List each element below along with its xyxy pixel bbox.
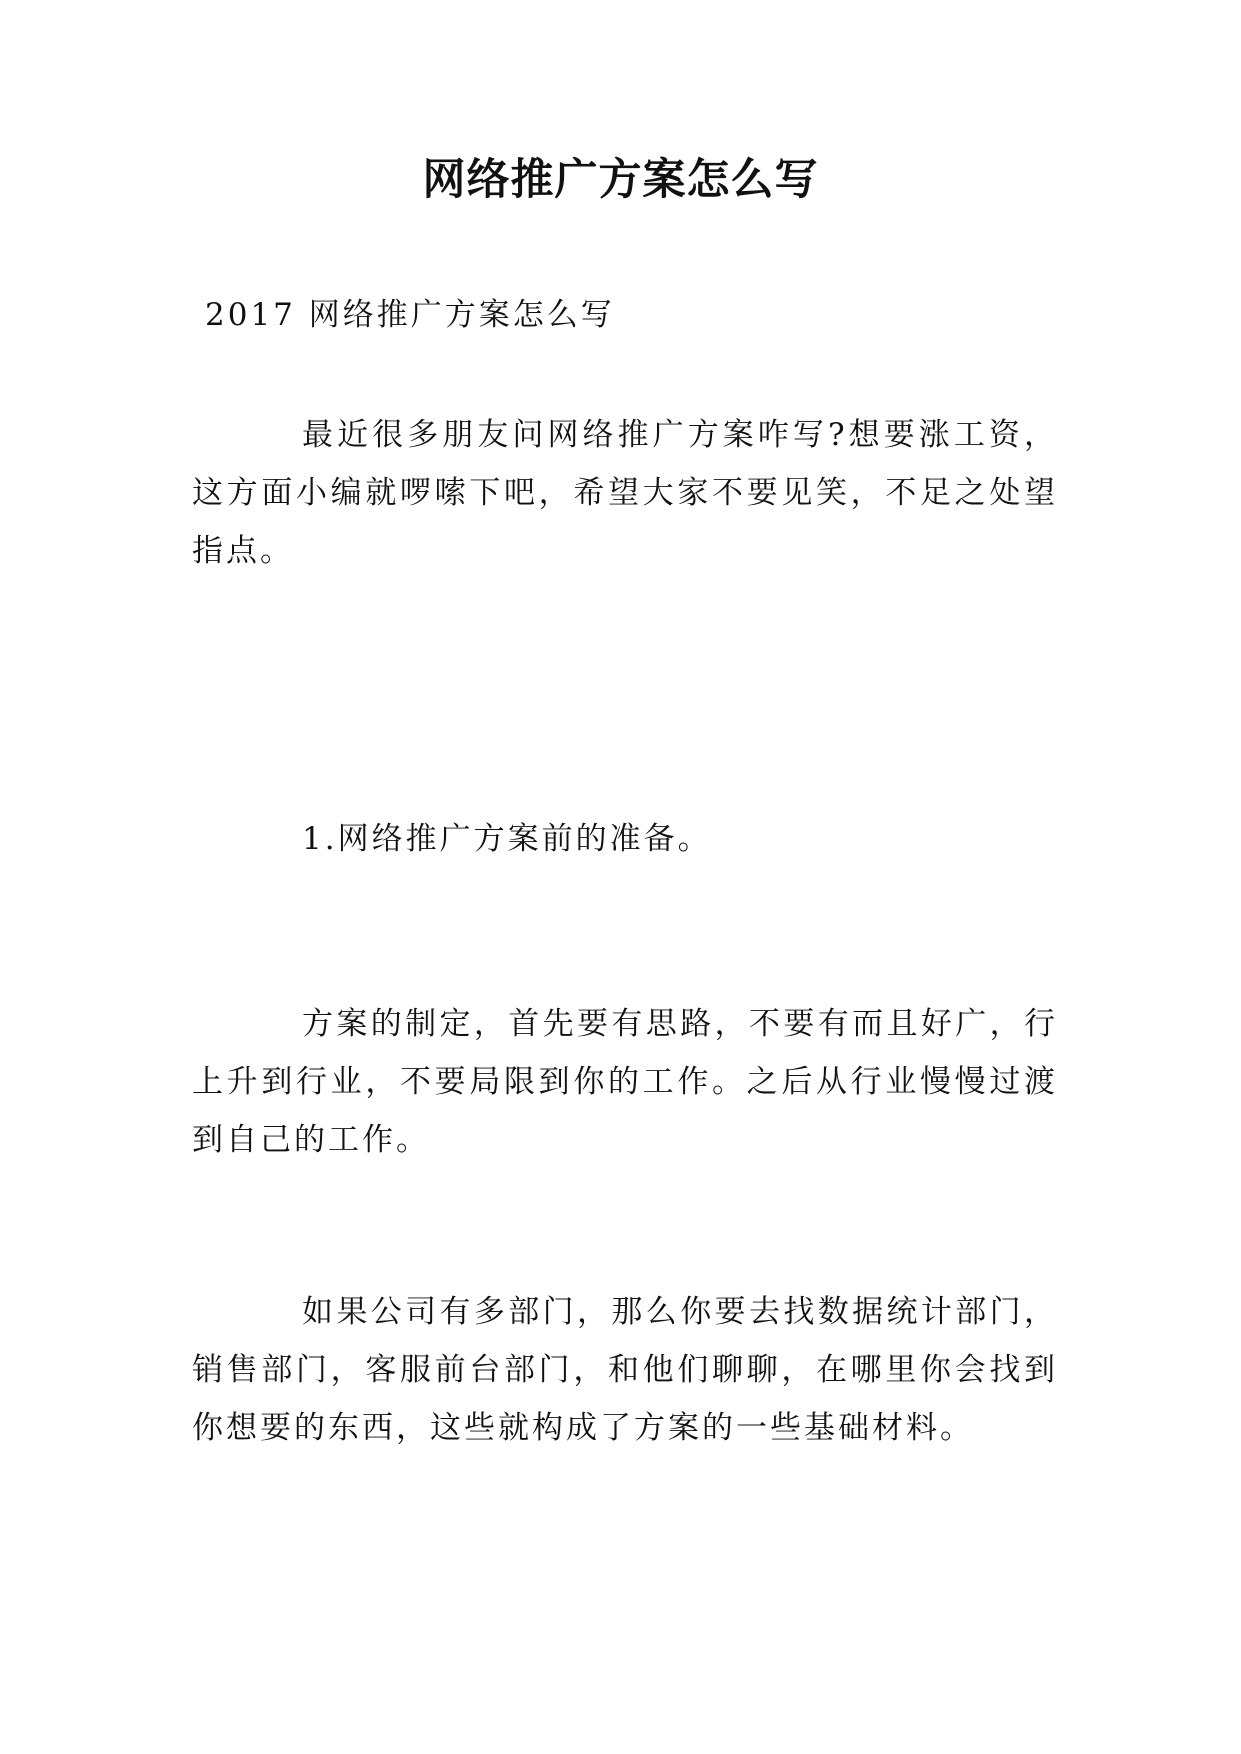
paragraph-intro: 最近很多朋友问网络推广方案咋写?想要涨工资，这方面小编就啰嗦下吧，希望大家不要见笑，不足之处望指点。 xyxy=(192,417,1058,569)
paragraph-departments: 如果公司有多部门，那么你要去找数据统计部门，销售部门，客服前台部门，和他们聊聊，在哪里你会找到你想要的东西，这些就构成了方案的一些基础材料。 xyxy=(192,1294,1058,1446)
document-subtitle: 2017 网络推广方案怎么写 xyxy=(205,297,615,333)
section-heading-1: 1.网络推广方案前的准备。 xyxy=(302,821,712,857)
document-title: 网络推广方案怎么写 xyxy=(422,155,819,205)
paragraph-plan-approach: 方案的制定，首先要有思路，不要有而且好广，行上升到行业，不要局限到你的工作。之后从行业慢慢过渡到自己的工作。 xyxy=(192,1006,1058,1158)
